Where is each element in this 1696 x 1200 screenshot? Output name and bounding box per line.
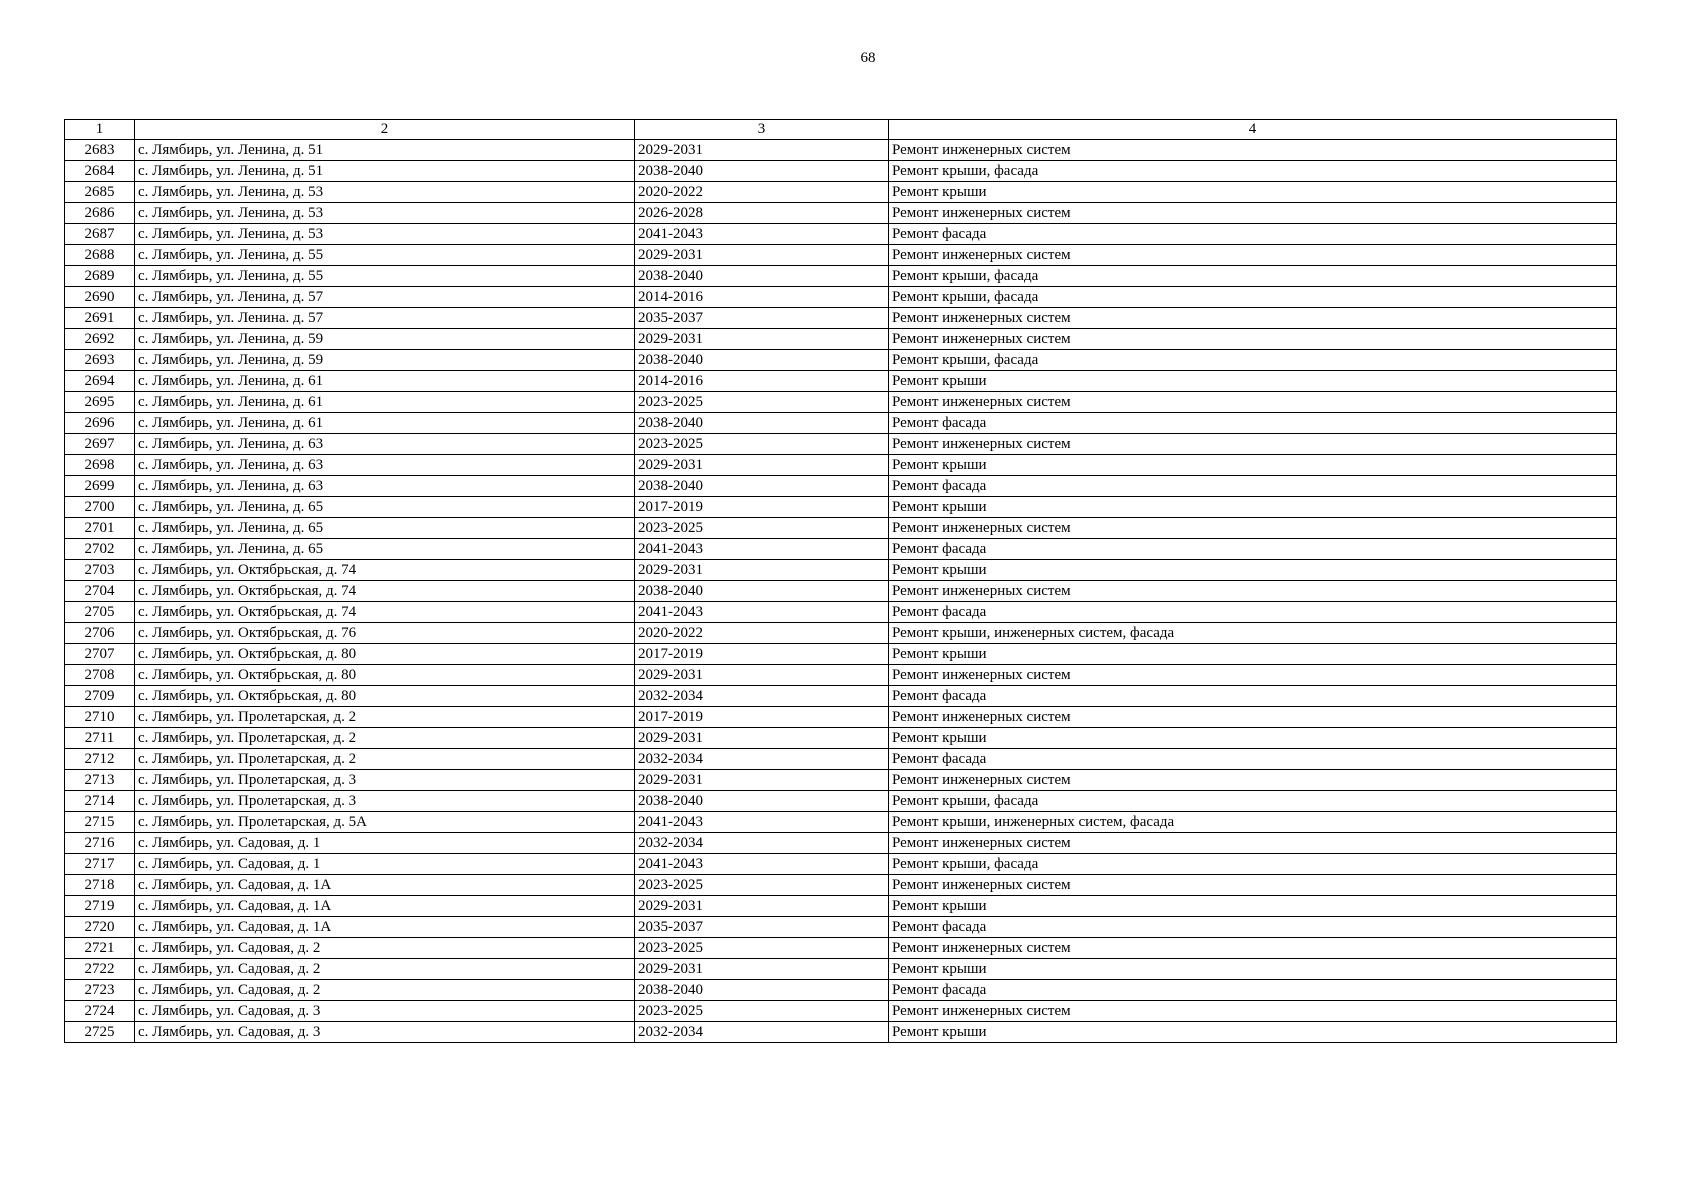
cell-address: с. Лямбирь, ул. Пролетарская, д. 3 [135,770,635,791]
cell-row-number: 2725 [65,1022,135,1043]
cell-period: 2020-2022 [635,182,889,203]
cell-address: с. Лямбирь, ул. Садовая, д. 1А [135,896,635,917]
column-header-1: 1 [65,120,135,140]
cell-address: с. Лямбирь, ул. Садовая, д. 2 [135,980,635,1001]
cell-period: 2023-2025 [635,518,889,539]
cell-address: с. Лямбирь, ул. Ленина, д. 65 [135,539,635,560]
cell-period: 2041-2043 [635,602,889,623]
cell-address: с. Лямбирь, ул. Ленина, д. 55 [135,245,635,266]
table-row [65,686,1617,707]
cell-address: с. Лямбирь, ул. Ленина, д. 65 [135,518,635,539]
table-row [65,161,1617,182]
cell-repair-type: Ремонт крыши [889,182,1617,203]
cell-repair-type: Ремонт инженерных систем [889,140,1617,161]
column-header-2: 2 [135,120,635,140]
table-row [65,455,1617,476]
cell-period: 2035-2037 [635,308,889,329]
table-row [65,308,1617,329]
cell-address: с. Лямбирь, ул. Ленина, д. 51 [135,140,635,161]
cell-address: с. Лямбирь, ул. Октябрьская, д. 80 [135,644,635,665]
cell-period: 2029-2031 [635,770,889,791]
cell-period: 2020-2022 [635,623,889,644]
cell-period: 2032-2034 [635,833,889,854]
table-row [65,560,1617,581]
cell-repair-type: Ремонт фасада [889,413,1617,434]
cell-address: с. Лямбирь, ул. Ленина, д. 61 [135,371,635,392]
cell-row-number: 2703 [65,560,135,581]
cell-repair-type: Ремонт фасада [889,749,1617,770]
table-row [65,959,1617,980]
table-row [65,875,1617,896]
cell-address: с. Лямбирь, ул. Садовая, д. 1 [135,833,635,854]
cell-period: 2038-2040 [635,413,889,434]
cell-repair-type: Ремонт фасада [889,476,1617,497]
table-row [65,896,1617,917]
cell-repair-type: Ремонт инженерных систем [889,707,1617,728]
cell-row-number: 2724 [65,1001,135,1022]
table-row [65,707,1617,728]
cell-repair-type: Ремонт крыши [889,959,1617,980]
table-row [65,770,1617,791]
cell-address: с. Лямбирь, ул. Садовая, д. 2 [135,938,635,959]
cell-period: 2032-2034 [635,1022,889,1043]
cell-address: с. Лямбирь, ул. Пролетарская, д. 2 [135,707,635,728]
cell-repair-type: Ремонт инженерных систем [889,665,1617,686]
cell-period: 2029-2031 [635,728,889,749]
cell-address: с. Лямбирь, ул. Октябрьская, д. 74 [135,581,635,602]
cell-address: с. Лямбирь, ул. Ленина, д. 53 [135,182,635,203]
table-row [65,812,1617,833]
cell-repair-type: Ремонт крыши [889,644,1617,665]
cell-address: с. Лямбирь, ул. Ленина, д. 53 [135,203,635,224]
table-row [65,833,1617,854]
cell-row-number: 2683 [65,140,135,161]
cell-repair-type: Ремонт инженерных систем [889,1001,1617,1022]
table-row [65,203,1617,224]
table-row [65,371,1617,392]
table-row [65,980,1617,1001]
cell-repair-type: Ремонт крыши [889,896,1617,917]
cell-row-number: 2718 [65,875,135,896]
cell-row-number: 2719 [65,896,135,917]
cell-repair-type: Ремонт инженерных систем [889,434,1617,455]
cell-row-number: 2708 [65,665,135,686]
cell-address: с. Лямбирь, ул. Ленина, д. 61 [135,392,635,413]
table-row [65,581,1617,602]
cell-row-number: 2692 [65,329,135,350]
cell-address: с. Лямбирь, ул. Ленина. д. 57 [135,308,635,329]
cell-period: 2023-2025 [635,392,889,413]
table-row [65,518,1617,539]
cell-period: 2023-2025 [635,875,889,896]
cell-address: с. Лямбирь, ул. Садовая, д. 3 [135,1001,635,1022]
table-row [65,791,1617,812]
table-row [65,140,1617,161]
cell-address: с. Лямбирь, ул. Садовая, д. 1А [135,917,635,938]
cell-row-number: 2701 [65,518,135,539]
cell-address: с. Лямбирь, ул. Ленина, д. 61 [135,413,635,434]
cell-period: 2017-2019 [635,644,889,665]
cell-row-number: 2697 [65,434,135,455]
column-header-4: 4 [889,120,1617,140]
cell-row-number: 2713 [65,770,135,791]
cell-row-number: 2707 [65,644,135,665]
table-row [65,728,1617,749]
cell-repair-type: Ремонт инженерных систем [889,518,1617,539]
cell-period: 2038-2040 [635,581,889,602]
cell-address: с. Лямбирь, ул. Октябрьская, д. 80 [135,665,635,686]
cell-repair-type: Ремонт крыши [889,560,1617,581]
cell-period: 2023-2025 [635,1001,889,1022]
cell-address: с. Лямбирь, ул. Ленина, д. 59 [135,350,635,371]
cell-row-number: 2696 [65,413,135,434]
cell-period: 2041-2043 [635,854,889,875]
cell-row-number: 2720 [65,917,135,938]
cell-repair-type: Ремонт крыши [889,371,1617,392]
table-row [65,350,1617,371]
cell-period: 2038-2040 [635,791,889,812]
cell-repair-type: Ремонт инженерных систем [889,581,1617,602]
cell-row-number: 2702 [65,539,135,560]
cell-period: 2032-2034 [635,749,889,770]
cell-row-number: 2721 [65,938,135,959]
cell-row-number: 2711 [65,728,135,749]
cell-repair-type: Ремонт крыши [889,497,1617,518]
table-row [65,497,1617,518]
cell-row-number: 2723 [65,980,135,1001]
cell-address: с. Лямбирь, ул. Ленина, д. 53 [135,224,635,245]
cell-period: 2029-2031 [635,140,889,161]
table-row [65,539,1617,560]
cell-repair-type: Ремонт инженерных систем [889,245,1617,266]
table-body [65,140,1617,1043]
table-row [65,266,1617,287]
cell-repair-type: Ремонт крыши [889,1022,1617,1043]
cell-repair-type: Ремонт крыши, фасада [889,161,1617,182]
cell-address: с. Лямбирь, ул. Садовая, д. 3 [135,1022,635,1043]
cell-repair-type: Ремонт инженерных систем [889,770,1617,791]
table-row [65,623,1617,644]
cell-period: 2038-2040 [635,980,889,1001]
table-row [65,749,1617,770]
cell-row-number: 2714 [65,791,135,812]
cell-row-number: 2691 [65,308,135,329]
cell-row-number: 2690 [65,287,135,308]
table-row [65,476,1617,497]
cell-repair-type: Ремонт крыши, инженерных систем, фасада [889,623,1617,644]
cell-repair-type: Ремонт инженерных систем [889,875,1617,896]
cell-row-number: 2689 [65,266,135,287]
cell-address: с. Лямбирь, ул. Ленина, д. 63 [135,476,635,497]
table-row [65,938,1617,959]
table-row [65,1022,1617,1043]
cell-period: 2032-2034 [635,686,889,707]
cell-address: с. Лямбирь, ул. Ленина, д. 63 [135,455,635,476]
cell-row-number: 2706 [65,623,135,644]
cell-address: с. Лямбирь, ул. Ленина, д. 57 [135,287,635,308]
cell-row-number: 2712 [65,749,135,770]
table-header [65,120,1617,140]
cell-address: с. Лямбирь, ул. Пролетарская, д. 2 [135,728,635,749]
cell-row-number: 2709 [65,686,135,707]
cell-repair-type: Ремонт крыши, фасада [889,791,1617,812]
cell-address: с. Лямбирь, ул. Ленина, д. 51 [135,161,635,182]
cell-period: 2029-2031 [635,245,889,266]
cell-period: 2038-2040 [635,161,889,182]
cell-period: 2029-2031 [635,560,889,581]
table-row [65,665,1617,686]
column-header-3: 3 [635,120,889,140]
cell-row-number: 2685 [65,182,135,203]
cell-row-number: 2698 [65,455,135,476]
cell-row-number: 2687 [65,224,135,245]
cell-period: 2017-2019 [635,707,889,728]
cell-repair-type: Ремонт крыши, фасада [889,287,1617,308]
cell-period: 2026-2028 [635,203,889,224]
cell-repair-type: Ремонт фасада [889,602,1617,623]
cell-repair-type: Ремонт инженерных систем [889,203,1617,224]
cell-period: 2029-2031 [635,665,889,686]
cell-repair-type: Ремонт крыши, фасада [889,854,1617,875]
cell-repair-type: Ремонт инженерных систем [889,308,1617,329]
cell-row-number: 2716 [65,833,135,854]
table-row [65,329,1617,350]
cell-address: с. Лямбирь, ул. Садовая, д. 2 [135,959,635,980]
cell-row-number: 2684 [65,161,135,182]
cell-address: с. Лямбирь, ул. Октябрьская, д. 74 [135,602,635,623]
cell-row-number: 2686 [65,203,135,224]
table-row [65,392,1617,413]
cell-repair-type: Ремонт инженерных систем [889,329,1617,350]
table-row [65,413,1617,434]
cell-repair-type: Ремонт фасада [889,980,1617,1001]
cell-row-number: 2722 [65,959,135,980]
cell-row-number: 2705 [65,602,135,623]
table-row [65,434,1617,455]
table-row [65,287,1617,308]
cell-address: с. Лямбирь, ул. Ленина, д. 63 [135,434,635,455]
cell-repair-type: Ремонт инженерных систем [889,392,1617,413]
table-row [65,1001,1617,1022]
cell-period: 2014-2016 [635,287,889,308]
cell-repair-type: Ремонт крыши, фасада [889,266,1617,287]
cell-period: 2029-2031 [635,959,889,980]
table-row [65,854,1617,875]
cell-period: 2038-2040 [635,266,889,287]
cell-row-number: 2710 [65,707,135,728]
cell-row-number: 2695 [65,392,135,413]
cell-repair-type: Ремонт фасада [889,686,1617,707]
cell-period: 2023-2025 [635,434,889,455]
cell-row-number: 2700 [65,497,135,518]
cell-row-number: 2688 [65,245,135,266]
table-row [65,245,1617,266]
cell-repair-type: Ремонт крыши [889,728,1617,749]
cell-address: с. Лямбирь, ул. Ленина, д. 59 [135,329,635,350]
cell-period: 2041-2043 [635,224,889,245]
repair-schedule-table [64,119,1617,1043]
cell-period: 2017-2019 [635,497,889,518]
cell-row-number: 2699 [65,476,135,497]
cell-address: с. Лямбирь, ул. Садовая, д. 1 [135,854,635,875]
cell-period: 2029-2031 [635,455,889,476]
table-row [65,917,1617,938]
table-row [65,602,1617,623]
cell-row-number: 2715 [65,812,135,833]
cell-period: 2041-2043 [635,812,889,833]
cell-address: с. Лямбирь, ул. Садовая, д. 1А [135,875,635,896]
table-row [65,224,1617,245]
cell-address: с. Лямбирь, ул. Ленина, д. 65 [135,497,635,518]
cell-repair-type: Ремонт крыши, фасада [889,350,1617,371]
cell-period: 2035-2037 [635,917,889,938]
cell-address: с. Лямбирь, ул. Октябрьская, д. 80 [135,686,635,707]
header-row [65,120,1617,140]
cell-address: с. Лямбирь, ул. Ленина, д. 55 [135,266,635,287]
cell-address: с. Лямбирь, ул. Октябрьская, д. 76 [135,623,635,644]
cell-period: 2029-2031 [635,329,889,350]
cell-address: с. Лямбирь, ул. Пролетарская, д. 2 [135,749,635,770]
cell-repair-type: Ремонт инженерных систем [889,938,1617,959]
cell-period: 2038-2040 [635,476,889,497]
cell-repair-type: Ремонт крыши, инженерных систем, фасада [889,812,1617,833]
cell-row-number: 2694 [65,371,135,392]
cell-row-number: 2717 [65,854,135,875]
cell-period: 2041-2043 [635,539,889,560]
cell-row-number: 2704 [65,581,135,602]
table-row [65,182,1617,203]
cell-repair-type: Ремонт фасада [889,224,1617,245]
cell-period: 2038-2040 [635,350,889,371]
page-number: 68 [860,50,876,66]
table-row [65,644,1617,665]
cell-repair-type: Ремонт инженерных систем [889,833,1617,854]
cell-period: 2023-2025 [635,938,889,959]
cell-repair-type: Ремонт фасада [889,539,1617,560]
cell-address: с. Лямбирь, ул. Пролетарская, д. 3 [135,791,635,812]
cell-address: с. Лямбирь, ул. Пролетарская, д. 5А [135,812,635,833]
cell-period: 2029-2031 [635,896,889,917]
cell-repair-type: Ремонт фасада [889,917,1617,938]
cell-repair-type: Ремонт крыши [889,455,1617,476]
cell-period: 2014-2016 [635,371,889,392]
cell-address: с. Лямбирь, ул. Октябрьская, д. 74 [135,560,635,581]
cell-row-number: 2693 [65,350,135,371]
